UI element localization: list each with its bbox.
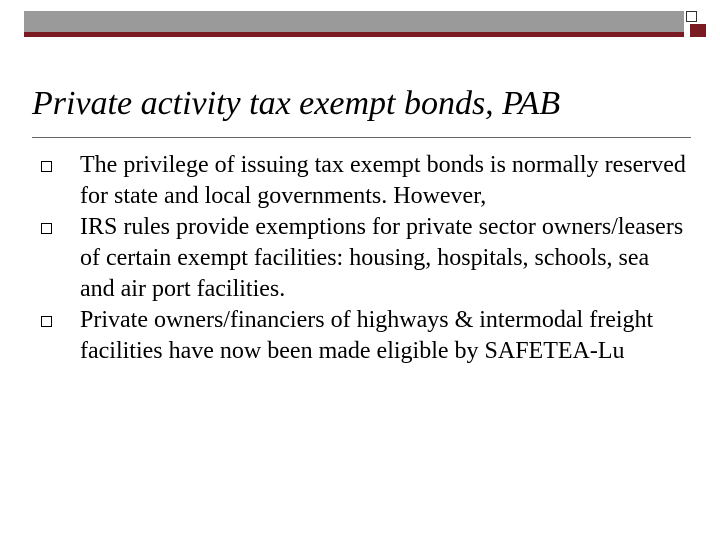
hollow-square-bullet-icon bbox=[41, 316, 52, 327]
bullet-text: Private owners/financiers of highways & intermodal freight facilities have now been made eligible by SAFETEA-Lu bbox=[80, 307, 654, 364]
bullet-text: The privilege of issuing tax exempt bonds is normally reserved for state and local governments. However, bbox=[80, 152, 686, 209]
hollow-square-bullet-icon bbox=[41, 161, 52, 172]
bullet-item bbox=[36, 150, 686, 212]
bullet-item bbox=[36, 305, 686, 367]
corner-square-icon bbox=[686, 11, 697, 22]
hollow-square-bullet-icon bbox=[41, 223, 52, 234]
bullet-item bbox=[36, 212, 686, 305]
bullet-text: IRS rules provide exemptions for private sector owners/leasers of certain exempt facilities: housing, hospitals, schools, sea and air port facilities. bbox=[80, 214, 684, 302]
header-maroon-bar bbox=[24, 32, 684, 37]
header-gray-bar bbox=[24, 11, 684, 32]
bullet-list bbox=[36, 150, 686, 367]
corner-maroon-block bbox=[690, 24, 706, 37]
title-divider bbox=[32, 137, 691, 138]
slide-title: Private activity tax exempt bonds, PAB bbox=[32, 85, 561, 122]
